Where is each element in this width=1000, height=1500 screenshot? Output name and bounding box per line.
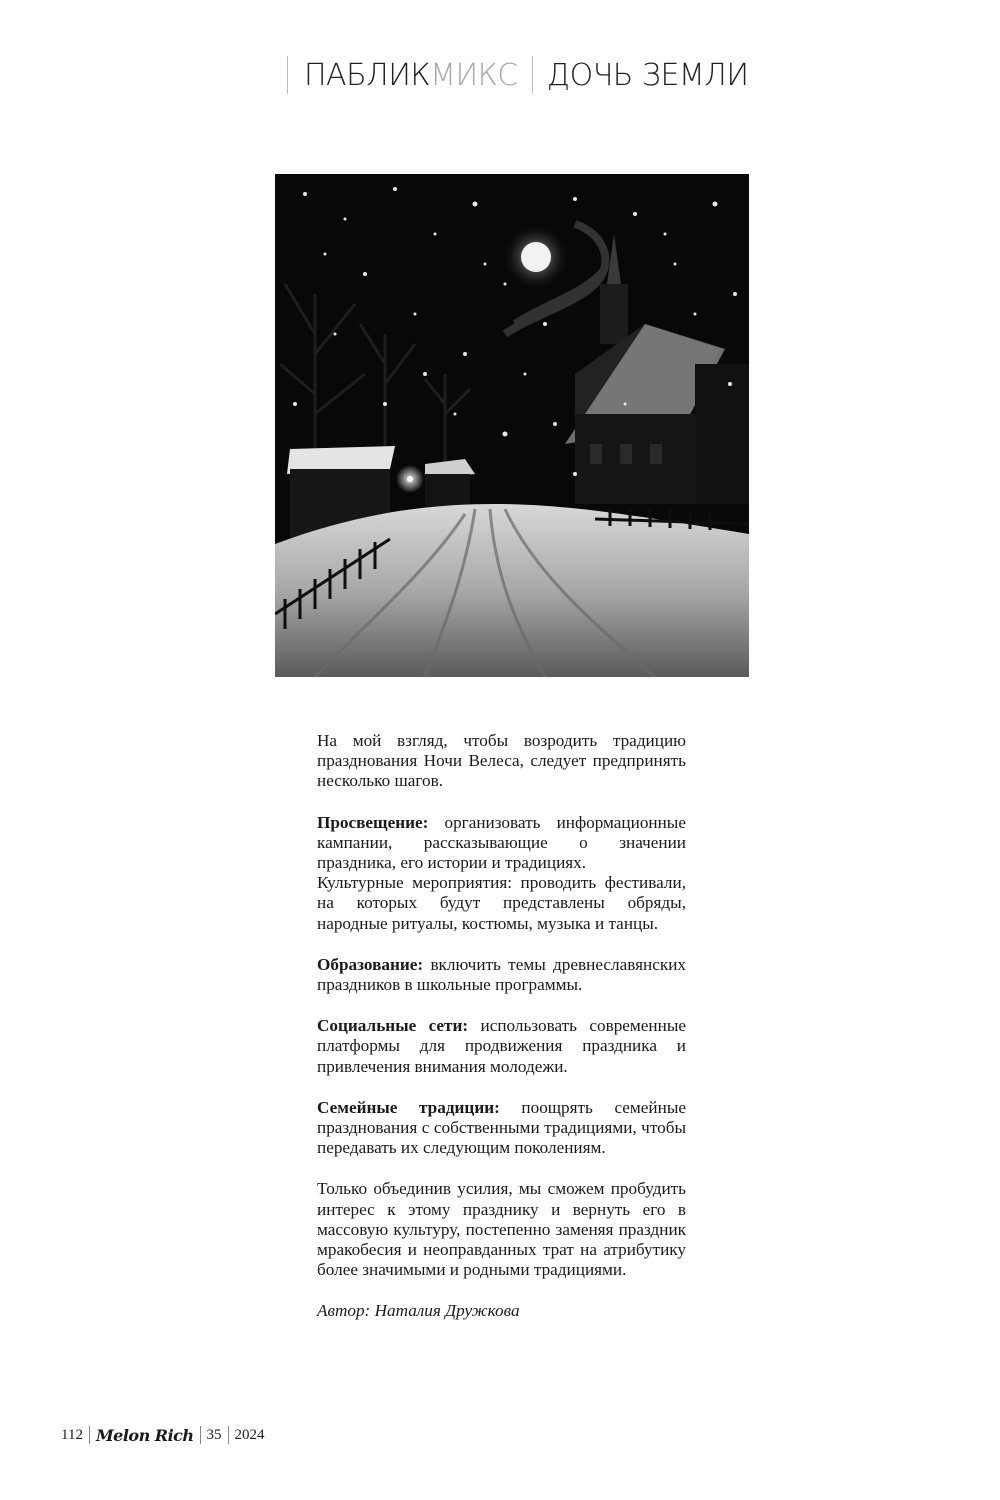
item-text: использовать современные платформы для продвижения праздника и привлечения внимания молодежи.	[317, 1016, 686, 1076]
item-term: Семейные традиции:	[317, 1097, 500, 1117]
footer-divider	[228, 1426, 229, 1444]
winter-night-village-image	[275, 174, 749, 677]
item-term: Образование:	[317, 954, 424, 974]
item-text: включить темы древнеславянских праздников в школьные программы.	[317, 954, 686, 995]
section-title-dark: ПАБЛИК	[304, 57, 431, 93]
list-item	[317, 1098, 686, 1159]
page-footer	[61, 1424, 265, 1446]
item-text: Культурные мероприятия: проводить фестивали, на которых будут представлены обряды, народные ритуалы, костюмы, музыка и танцы.	[317, 873, 686, 933]
page-number: 112	[61, 1426, 83, 1443]
magazine-logo: Melon Rich	[95, 1425, 194, 1445]
list-item	[317, 1016, 686, 1077]
article-author: Автор: Наталия Дружкова	[317, 1301, 520, 1321]
issue-number: 35	[206, 1426, 222, 1443]
item-term: Социальные сети:	[317, 1016, 469, 1036]
issue-year: 2024	[234, 1426, 265, 1443]
article-conclusion: Только объединив усилия, мы сможем пробудить интерес к этому празднику и вернуть его в массовую культуру, постепенно заменяя праздник мракобесия и неоправданных трат на атрибутику более значимыми и родными традициями.	[317, 1179, 686, 1280]
list-item	[317, 955, 686, 995]
article-body	[317, 731, 686, 1322]
list-item	[317, 813, 686, 934]
footer-divider	[200, 1426, 201, 1444]
item-text: поощрять семейные празднования с собственными традициями, чтобы передавать их следующим поколениям.	[317, 1097, 686, 1158]
item-text: организовать информационные кампании, рассказывающие о значении праздника, его истории и традициях.	[317, 812, 686, 873]
section-title	[288, 58, 532, 93]
section-title-light: МИКС	[430, 57, 518, 93]
rubric-title: ДОЧЬ ЗЕМЛИ	[546, 57, 749, 93]
footer-divider	[89, 1426, 90, 1444]
article-intro: На мой взгляд, чтобы возродить традицию празднования Ночи Велеса, следует предпринять несколько шагов.	[317, 731, 686, 791]
item-term: Просвещение:	[317, 812, 429, 832]
page-header	[287, 56, 749, 94]
